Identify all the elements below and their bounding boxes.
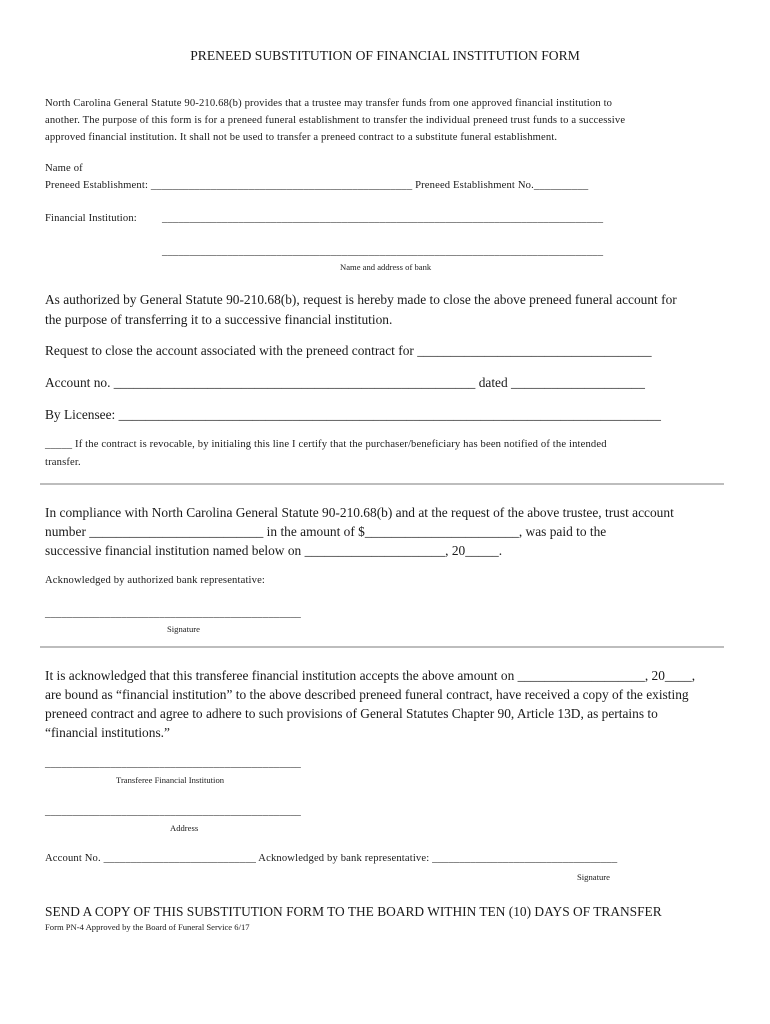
account-no-dated-field[interactable]: Account no. ______________________________________________________ dated ____________________ (45, 375, 645, 390)
section-divider-2 (40, 646, 724, 648)
bank-rep-signature-caption: Signature (167, 624, 200, 634)
revocable-initial-line-1[interactable]: _____ If the contract is revocable, by initialing this line I certify that the purchaser/beneficiary has been notified of the intended (45, 439, 607, 450)
financial-institution-line-2[interactable]: _________________________________________________________________________________ (162, 246, 604, 257)
transferee-address-line[interactable]: _______________________________________________ (45, 806, 302, 817)
send-copy-instruction: SEND A COPY OF THIS SUBSTITUTION FORM TO THE BOARD WITHIN TEN (10) DAYS OF TRANSFER (45, 904, 662, 919)
transferee-address-caption: Address (170, 823, 199, 833)
compliance-line-1: In compliance with North Carolina General Statute 90-210.68(b) and at the request of the above trustee, trust account (45, 505, 674, 520)
transferee-signature-caption: Signature (577, 872, 610, 882)
transferee-account-ack-field[interactable]: Account No. ____________________________ Acknowledged by bank representative: __________________________________ (45, 853, 618, 864)
financial-institution-line-1[interactable]: _________________________________________________________________________________ (162, 213, 604, 224)
financial-institution-label: Financial Institution: (45, 213, 137, 224)
transferee-line-4: “financial institutions.” (45, 725, 170, 740)
ack-bank-rep-label: Acknowledged by authorized bank representative: (45, 575, 266, 586)
transferee-institution-line[interactable]: _______________________________________________ (45, 758, 302, 769)
transferee-line-2: are bound as “financial institution” to the above described preneed funeral contract, have received a copy of the existing (45, 687, 689, 702)
request-para-line-2: the purpose of transferring it to a successive financial institution. (45, 312, 393, 327)
page-title: PRENEED SUBSTITUTION OF FINANCIAL INSTITUTION FORM (190, 48, 580, 63)
intro-line-1: North Carolina General Statute 90-210.68(b) provides that a trustee may transfer funds from one approved financial institution to (45, 98, 613, 109)
compliance-line-3[interactable]: successive financial institution named below on _____________________, 20_____. (45, 543, 503, 558)
transferee-line-1[interactable]: It is acknowledged that this transferee financial institution accepts the above amount on ___________________, 20____, (45, 668, 696, 683)
intro-line-2: another. The purpose of this form is for a preneed funeral establishment to transfer the individual preneed trust funds to a successive (45, 115, 626, 126)
close-account-field[interactable]: Request to close the account associated with the preneed contract for ___________________________________ (45, 343, 652, 358)
compliance-line-2[interactable]: number __________________________ in the amount of $_______________________, was paid to the (45, 524, 607, 539)
transferee-line-3: preneed contract and agree to adhere to such provisions of General Statutes Chapter 90, Article 13D, as pertains to (45, 706, 658, 721)
by-licensee-field[interactable]: By Licensee: _________________________________________________________________________________ (45, 407, 661, 422)
preneed-establishment-field[interactable]: Preneed Establishment: ________________________________________________ Preneed Establishment No.__________ (45, 180, 589, 191)
section-divider-1 (40, 483, 724, 485)
form-id-footer: Form PN-4 Approved by the Board of Funeral Service 6/17 (45, 922, 250, 932)
bank-rep-signature-line[interactable]: _______________________________________________ (45, 608, 302, 619)
revocable-initial-line-2: transfer. (45, 457, 81, 468)
intro-line-3: approved financial institution. It shall not be used to transfer a preneed contract to a substitute funeral establishment. (45, 132, 558, 143)
transferee-institution-caption: Transferee Financial Institution (116, 775, 225, 785)
bank-name-address-caption: Name and address of bank (340, 262, 432, 272)
request-para-line-1: As authorized by General Statute 90-210.68(b), request is hereby made to close the above preneed funeral account for (45, 292, 677, 307)
name-of-label: Name of (45, 163, 83, 174)
